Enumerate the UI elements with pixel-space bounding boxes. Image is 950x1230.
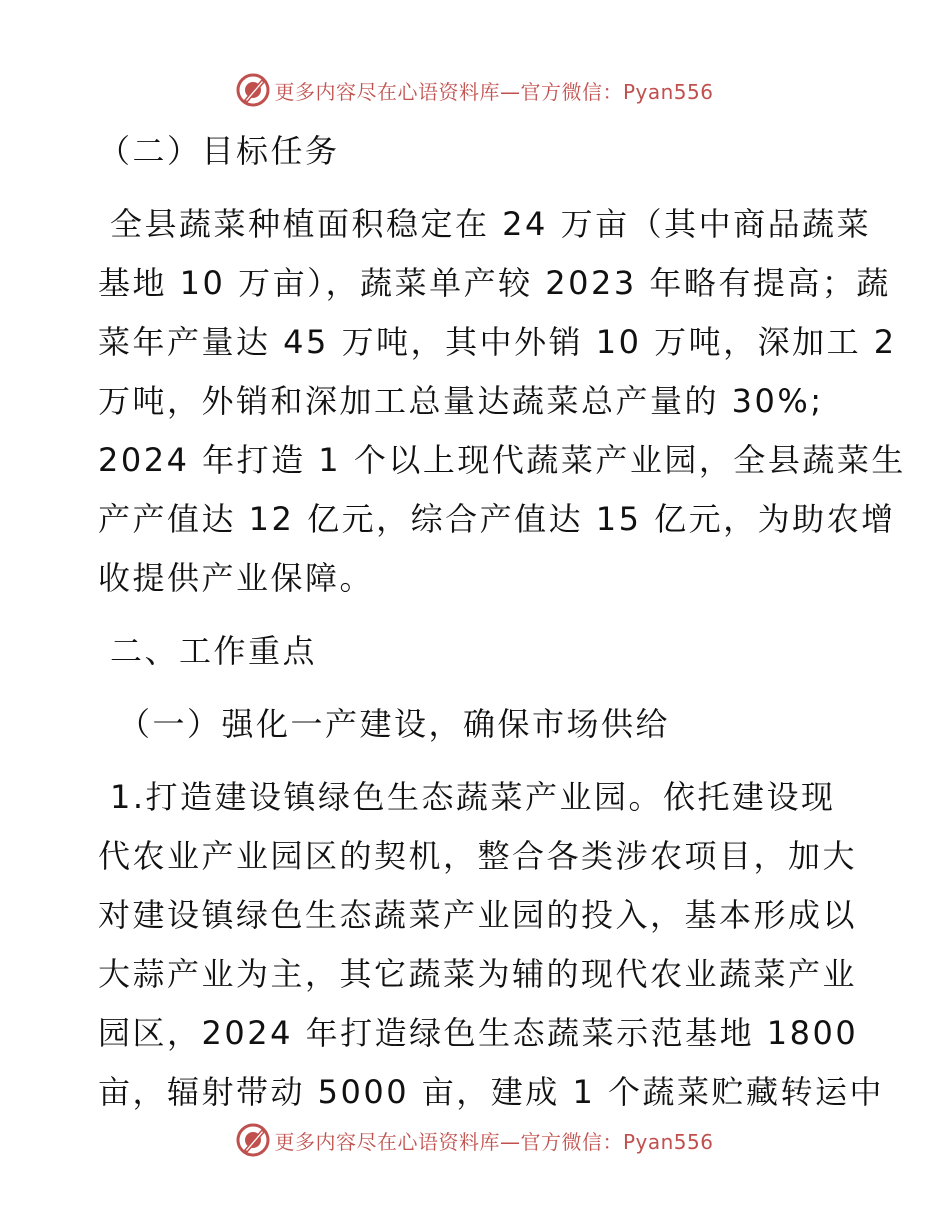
banner-text: 更多内容尽在心语资料库 [274,79,500,104]
paragraph-line: 收提供产业保障。 [98,559,375,597]
banner-separator: — [499,79,521,104]
brand-logo-icon [236,1123,270,1157]
banner-text: 更多内容尽在心语资料库 [274,1129,500,1154]
paragraph-line: 产产值达 12 亿元，综合产值达 15 亿元，为助农增 [98,500,896,538]
banner-separator: — [499,1129,521,1154]
banner-wechat: 官方微信：Pyan556 [520,79,714,104]
paragraph-line: 万吨，外销和深加工总量达蔬菜总产量的 30%; [98,382,824,420]
document-body [98,122,906,1122]
paragraph-line: 对建设镇绿色生态蔬菜产业园的投入，基本形成以 [98,896,858,934]
subsection-heading: （一）强化一产建设，确保市场供给 [118,705,671,743]
watermark-banner-bottom [0,1120,950,1160]
paragraph-line: 菜年产量达 45 万吨，其中外销 10 万吨，深加工 2 [98,323,897,361]
watermark-banner-top [0,70,950,110]
paragraph-line: 大蒜产业为主，其它蔬菜为辅的现代农业蔬菜产业 [98,955,858,993]
paragraph-line: 1.打造建设镇绿色生态蔬菜产业园。依托建设现 [110,778,836,816]
paragraph-line: 代农业产业园区的契机，整合各类涉农项目，加大 [98,837,858,875]
paragraph-line: 亩，辐射带动 5000 亩，建成 1 个蔬菜贮藏转运中 [98,1073,884,1111]
paragraph-line: 园区，2024 年打造绿色生态蔬菜示范基地 1800 [98,1014,859,1052]
section-heading-target: （二）目标任务 [98,132,340,170]
brand-logo-icon [236,73,270,107]
paragraph-line: 基地 10 万亩），蔬菜单产较 2023 年略有提高；蔬 [98,264,891,302]
section-heading-focus: 二、工作重点 [110,632,318,670]
paragraph-line: 全县蔬菜种植面积稳定在 24 万亩（其中商品蔬菜 [110,205,872,243]
paragraph-line: 2024 年打造 1 个以上现代蔬菜产业园，全县蔬菜生 [98,441,906,479]
banner-wechat: 官方微信：Pyan556 [520,1129,714,1154]
